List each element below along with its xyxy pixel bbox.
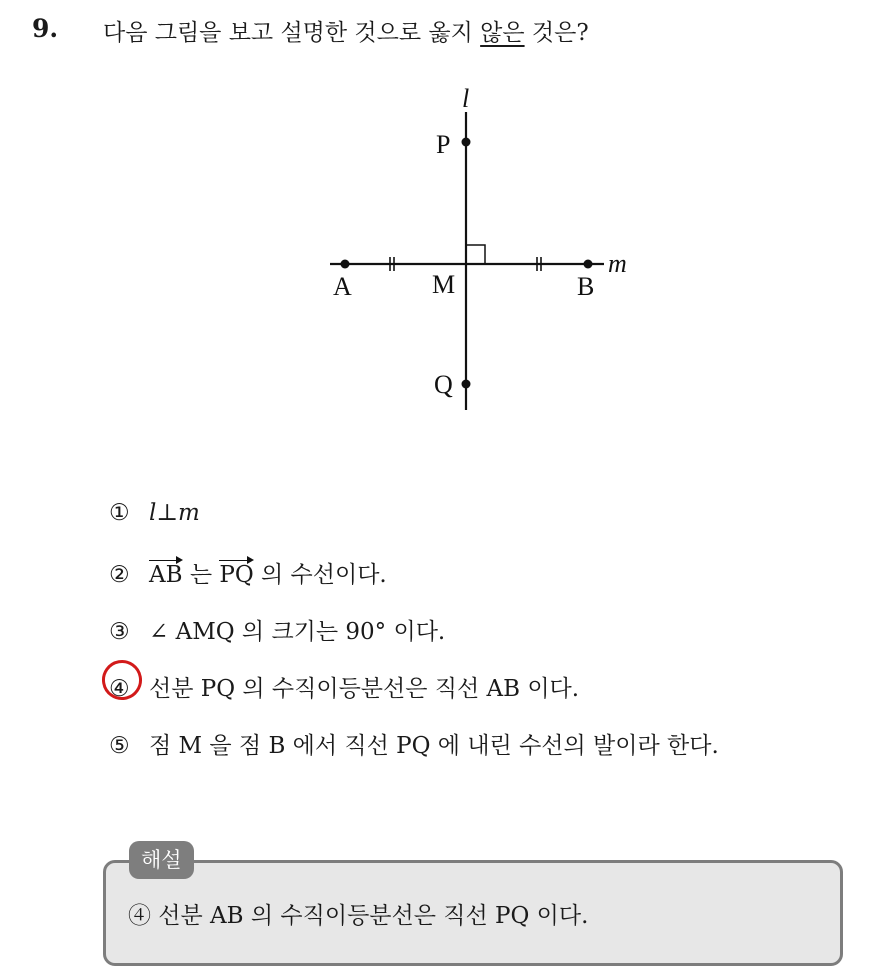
question-number: 9.: [32, 14, 59, 43]
option-1-math: l⊥m: [149, 500, 200, 526]
label-l: l: [462, 84, 470, 113]
option-5-mark: ⑤: [109, 733, 130, 759]
option-3-mark: ③: [109, 619, 130, 645]
option-2-text: 의 수선이다.: [253, 562, 387, 588]
option-5[interactable]: [109, 727, 719, 760]
question-text-after: 것은?: [524, 20, 589, 46]
option-5-text: 점 M 을 점 B 에서 직선 PQ 에 내린 수선의 발이라 한다.: [149, 733, 719, 759]
solution-text: ④ 선분 AB 의 수직이등분선은 직선 PQ 이다.: [128, 903, 589, 929]
option-3-text: ∠ AMQ 의 크기는 90° 이다.: [149, 619, 446, 645]
point-a: [341, 260, 350, 269]
option-2-mark: ②: [109, 562, 130, 588]
option-2-mid-text: 는: [182, 562, 220, 588]
label-m-point: M: [432, 270, 456, 299]
point-p: [462, 138, 471, 147]
label-a: A: [333, 272, 352, 301]
point-b: [584, 260, 593, 269]
label-p: P: [436, 130, 451, 159]
right-angle-mark: [466, 245, 485, 264]
label-q: Q: [434, 370, 453, 399]
perpendicular-bisector-figure: [0, 0, 884, 460]
question-text-underlined: 않은: [480, 20, 525, 46]
option-3[interactable]: [109, 613, 445, 646]
option-2-vector-ab: AB: [149, 562, 183, 588]
option-4-mark: ④: [109, 676, 130, 702]
question-text-before: 다음 그림을 보고 설명한 것으로 옳지: [103, 20, 481, 46]
solution-label: 해설: [129, 841, 194, 879]
option-2-vector-pq: PQ: [219, 562, 254, 588]
label-m: m: [608, 249, 627, 278]
label-b: B: [577, 272, 595, 301]
option-2[interactable]: [109, 556, 387, 589]
option-1[interactable]: [109, 500, 200, 526]
option-4[interactable]: [109, 670, 579, 703]
point-q: [462, 380, 471, 389]
option-1-mark: ①: [109, 500, 130, 526]
option-4-text: 선분 PQ 의 수직이등분선은 직선 AB 이다.: [149, 676, 580, 702]
